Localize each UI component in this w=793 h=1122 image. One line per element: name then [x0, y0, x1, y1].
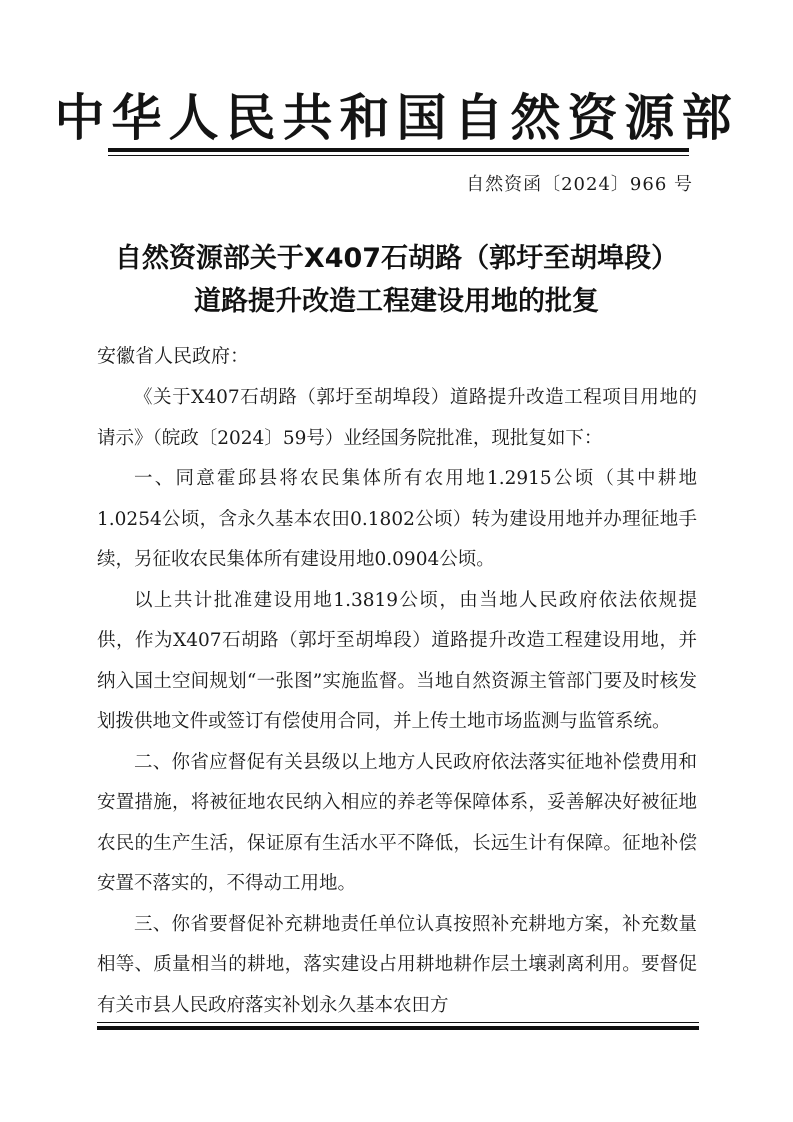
body-paragraph: 《关于X407石胡路（郭圩至胡埠段）道路提升改造工程项目用地的请示》（皖政〔2024〕59号）业经国务院批准，现批复如下：	[97, 387, 697, 449]
header-rule-thick	[108, 148, 689, 152]
footer-rule-thick	[97, 1026, 699, 1030]
body-paragraph: 三、你省要督促补充耕地责任单位认真按照补充耕地方案，补充数量相等、质量相当的耕地，落实建设占用耕地耕作层土壤剥离利用。要督促有关市县人民政府落实补划永久基本农田方	[97, 913, 697, 1016]
agency-masthead: 中华人民共和国自然资源部	[54, 89, 739, 147]
body-paragraph: 一、同意霍邱县将农民集体所有农用地1.2915公顷（其中耕地1.0254公顷，含永久基本农田0.1802公顷）转为建设用地并办理征地手续，另征收农民集体所有建设用地0.0904公顷。	[97, 468, 697, 570]
document-body	[97, 337, 697, 1026]
body-paragraph: 二、你省应督促有关县级以上地方人民政府依法落实征地补偿费用和安置措施，将被征地农民纳入相应的养老等保障体系，妥善解决好被征地农民的生产生活，保证原有生活水平不降低，长远生计有保障。征地补偿安置不落实的，不得动工用地。	[97, 751, 697, 894]
document-title-line-2: 道路提升改造工程建设用地的批复	[194, 286, 599, 317]
document-title-line-1: 自然资源部关于X407石胡路（郭圩至胡埠段）	[114, 243, 679, 274]
footer-rule-thin	[97, 1022, 699, 1023]
addressee: 安徽省人民政府：	[97, 345, 250, 367]
header-rule-thin	[108, 155, 689, 156]
document-number: 自然资函〔2024〕966 号	[466, 174, 693, 195]
body-paragraph: 以上共计批准建设用地1.3819公顷，由当地人民政府依法依规提供，作为X407石胡路（郭圩至胡埠段）道路提升改造工程建设用地，并纳入国土空间规划“一张图”实施监督。当地自然资源主管部门要及时核发划拨供地文件或签订有偿使用合同，并上传土地市场监测与监管系统。	[97, 589, 697, 732]
